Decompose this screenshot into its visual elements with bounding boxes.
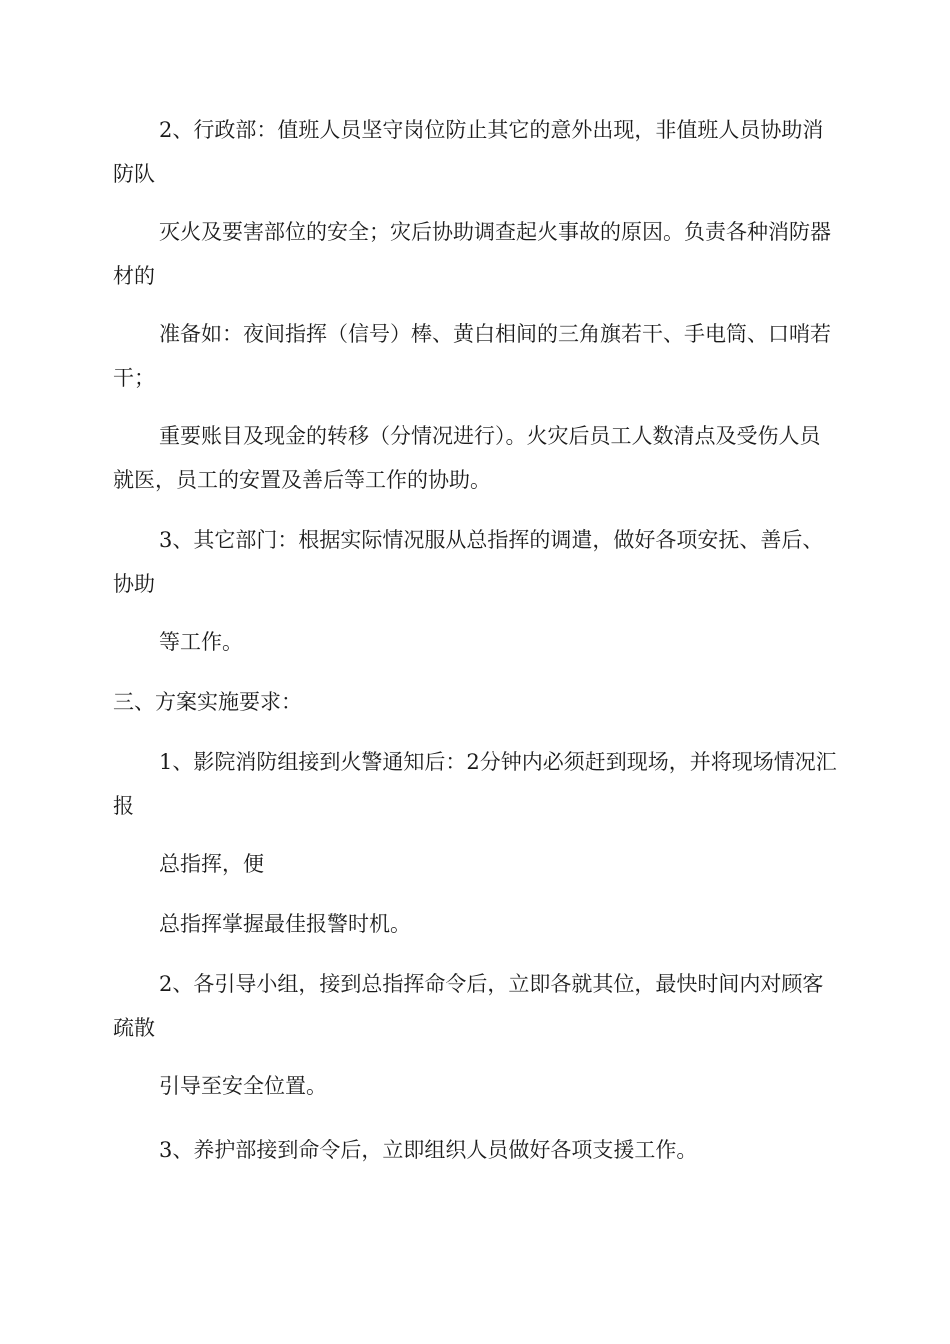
paragraph-guide-groups: 2、各引导小组，接到总指挥命令后，立即各就其位，最快时间内对顾客疏散 [113,972,824,1040]
paragraph-commander: 总指挥，便 [159,852,264,876]
paragraph-etc-work: 等工作。 [159,630,243,654]
paragraph-alarm-timing: 总指挥掌握最佳报警时机。 [159,912,411,936]
paragraph-equipment-prep: 准备如：夜间指挥（信号）棒、黄白相间的三角旗若干、手电筒、口哨若干； [113,322,831,390]
paragraph-fire-safety: 灭火及要害部位的安全；灾后协助调查起火事故的原因。负责各种消防器材的 [113,220,831,288]
paragraph-fire-team-response: 1、影院消防组接到火警通知后：2分钟内必须赶到现场，并将现场情况汇报 [113,750,837,818]
paragraph-other-depts: 3、其它部门：根据实际情况服从总指挥的调遣，做好各项安抚、善后、协助 [113,528,824,596]
paragraph-accounts-transfer: 重要账目及现金的转移（分情况进行）。火灾后员工人数清点及受伤人员就医，员工的安置及善后等工作的协助。 [113,424,821,492]
section-heading-implementation: 三、方案实施要求： [113,690,302,714]
paragraph-safe-location: 引导至安全位置。 [159,1074,327,1098]
paragraph-admin-dept: 2、行政部：值班人员坚守岗位防止其它的意外出现，非值班人员协助消防队 [113,118,824,186]
paragraph-maintenance-support: 3、养护部接到命令后，立即组织人员做好各项支援工作。 [159,1138,698,1162]
